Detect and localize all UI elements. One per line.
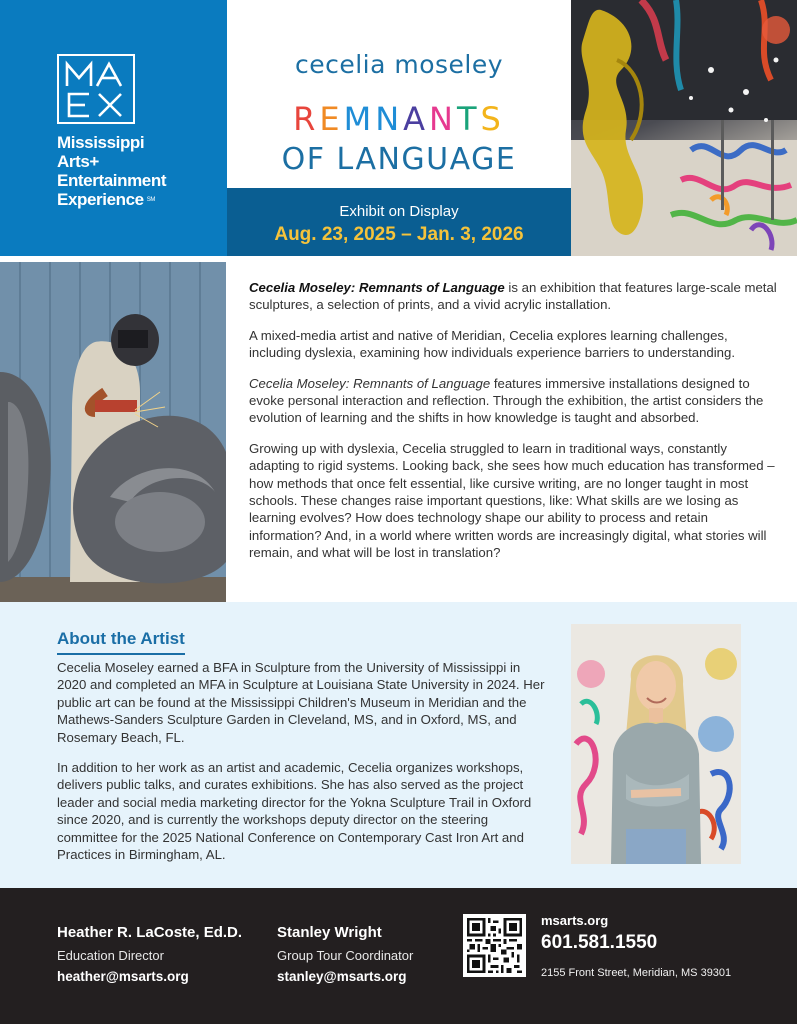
about-paragraph-2: In addition to her work as an artist and academic, Cecelia organizes workshops, delivers public talks, and curates exhibitions. She has also served as the project leader and social media marketing director for the Yokna Sculpture Trail in Oxford since 2020, and is currently the workshops deputy director on the steering committee for the 2025 National Conference on Contemporary Cast Iron Art and Practices in Birmingham, AL. [57, 760, 532, 863]
website-link[interactable]: msarts.org [541, 913, 609, 928]
intro-paragraph-2: A mixed-media artist and native of Meridian, Cecelia explores learning challenges, including dyslexia, examining how individuals experience barriers to understanding. [249, 327, 736, 361]
title-letter: R [293, 100, 320, 138]
street-address: 2155 Front Street, Meridian, MS 39301 [541, 967, 732, 979]
logo-line: Entertainment [57, 171, 167, 190]
intro-paragraph-1: Cecelia Moseley: Remnants of Language is an exhibition that features large-scale metal sculptures, a selection of prints, and a vivid acrylic installation. [249, 280, 777, 313]
exhibit-title-line2: OF LANGUAGE [281, 142, 517, 177]
footer [0, 888, 797, 1024]
service-mark: SM [146, 197, 155, 204]
intro-text [249, 279, 781, 575]
contact-name: Stanley Wright [277, 924, 382, 941]
title-letter: S [480, 100, 505, 138]
intro-paragraph-3: Cecelia Moseley: Remnants of Language features immersive installations designed to evoke personal interaction and reflection. Through the exhibition, the artist considers the evolution of learning and the shifts in how knowledge is taught and absorbed. [249, 375, 764, 426]
logo-line: Experience SM [57, 190, 155, 209]
acrylic-installation-photo [571, 0, 797, 256]
logo-wordmark [57, 133, 166, 210]
artist-portrait-photo [571, 624, 741, 864]
logo-panel [0, 0, 227, 256]
contact-name: Heather R. LaCoste, Ed.D. [57, 924, 243, 941]
exhibit-title-line1 [227, 100, 571, 138]
title-letter: A [403, 100, 430, 138]
about-heading: About the Artist [57, 629, 185, 655]
intro-paragraph-4: Growing up with dyslexia, Cecelia struggled to learn in traditional ways, constantly adapting to rigid systems. Looking back, she sees how much education has transformed – how methods that once felt essential, like cursive writing, are no longer taught in most schools. These changes raise important questions, like: What skills are we losing as learning evolves? How does technology shape our ability to process and retain information? And, in a world where written words are increasingly digital, what stories will remain, and what will be lost in translation? [249, 440, 775, 561]
title-letter: M [343, 100, 376, 138]
exhibit-title-inline: Cecelia Moseley: Remnants of Language [249, 280, 505, 295]
artist-name: cecelia moseley [294, 50, 504, 79]
exhibit-label: Exhibit on Display [339, 203, 459, 220]
about-paragraph-1: Cecelia Moseley earned a BFA in Sculpture from the University of Mississippi in 2020 and completed an MFA in Sculpture at Louisiana State University in 2024. Her public art can be found at the Mississippi Children's Museum in Meridian and the Mathews-Sanders Sculpture Garden in Cleveland, MS, and in Oxford, MS, and Rosemary Beach, FL. [57, 660, 545, 745]
logo-line: Mississippi [57, 133, 145, 152]
about-text [57, 659, 552, 876]
title-panel [227, 0, 571, 188]
exhibit-dates-banner [227, 188, 571, 256]
contact-title: Education Director [57, 948, 164, 963]
artist-welding-photo [0, 262, 226, 602]
exhibit-dates: Aug. 23, 2025 – Jan. 3, 2026 [274, 224, 524, 245]
msarts-logo-mark [57, 54, 135, 124]
contact-email-link[interactable]: heather@msarts.org [57, 969, 189, 984]
contact-card [57, 924, 242, 984]
title-letter: E [319, 100, 344, 138]
title-letter: N [375, 100, 404, 138]
logo-line: Arts+ [57, 152, 99, 171]
title-letter: N [429, 100, 457, 138]
contact-title: Group Tour Coordinator [277, 948, 414, 963]
exhibit-title-inline: Cecelia Moseley: Remnants of Language [249, 375, 491, 391]
qr-code[interactable] [463, 914, 526, 977]
contact-card [277, 924, 413, 984]
phone-number[interactable]: 601.581.1550 [541, 932, 658, 953]
contact-email-link[interactable]: stanley@msarts.org [277, 969, 407, 984]
about-the-artist-section [0, 602, 797, 888]
title-letter: T [456, 100, 481, 138]
